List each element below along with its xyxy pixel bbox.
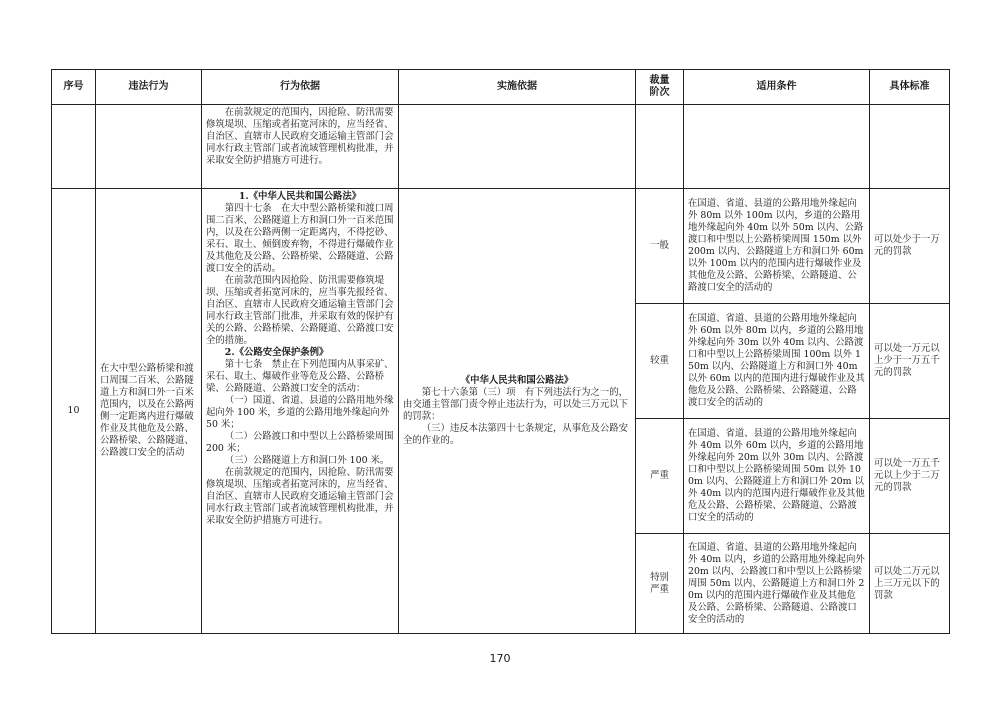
basis-law2-article: 第十七条 禁止在下列范围内从事采矿、采石、取土、爆破作业等危及公路、公路桥梁、公路隧道、公路渡口安全的活动： <box>206 359 394 394</box>
header-basis: 行为依据 <box>202 70 399 105</box>
cell-condition: 在国道、省道、县道的公路用地外缘起向外 80m 以外 100m 以内，乡道的公路用地外缘起向外 40m 以外 50m 以内、公路渡口和中型以上公路桥梁周围 150m 以外 200m 以内、公路隧道上方和洞口外 60m 以外 100m 以内的范围内进行爆破作业及其他危及公路、公路桥梁、公路隧道、公路渡口安全的活动的 <box>684 189 870 304</box>
basis-law2-item3: （三）公路隧道上方和洞口外 100 米。 <box>224 455 390 466</box>
cell-condition: 在国道、省道、县道的公路用地外缘起向外 40m 以内，乡道的公路用地外缘起向外 20m 以内、公路渡口和中型以上公路桥梁周围 50m 以内、公路隧道上方和洞口外 20m 以内的范围内进行爆破作业及其他危及公路、公路桥梁、公路隧道、公路渡口安全的活动的 <box>684 534 870 634</box>
cell-empty <box>399 105 636 189</box>
basis-law2-paragraph: 在前款规定的范围内，因抢险、防汛需要修筑堤坝、压缩或者拓宽河床的，应当经省、自治区、直辖市人民政府交通运输主管部门会同水行政主管部门或者流域管理机构批准，并采取安全防护措施方可进行。 <box>206 467 394 526</box>
cell-condition: 在国道、省道、县道的公路用地外缘起向外 40m 以外 60m 以内，乡道的公路用地外缘起向外 20m 以外 30m 以内、公路渡口和中型以上公路桥梁周围 50m 以外 100m 以内、公路隧道上方和洞口外 20m 以外 40m 以内的范围内进行爆破作业及其他危及公路、公路桥梁、公路隧道、公路渡口安全的活动的 <box>684 419 870 534</box>
implement-title: 《中华人民共和国公路法》 <box>460 375 574 386</box>
basis-law1-article: 第四十七条 在大中型公路桥梁和渡口周围二百米、公路隧道上方和洞口外一百米范围内，以及在公路两侧一定距离内，不得挖砂、采石、取土、倾倒废弃物，不得进行爆破作业及其他危及公路、公路桥梁、公路隧道、公路渡口安全的活动。 <box>206 203 394 274</box>
header-level: 裁量 阶次 <box>636 70 684 105</box>
table-row <box>52 189 950 304</box>
header-standard: 具体标准 <box>870 70 950 105</box>
cell-empty <box>636 105 684 189</box>
header-implement: 实施依据 <box>399 70 636 105</box>
cell-empty <box>52 105 96 189</box>
cell-basis-continued <box>202 105 399 189</box>
header-no: 序号 <box>52 70 96 105</box>
cell-standard: 可以处二万元以上三万元以下的罚款 <box>870 534 950 634</box>
table-header-row <box>52 70 950 105</box>
cell-violation: 在大中型公路桥梁和渡口周围二百米、公路隧道上方和洞口外一百米范围内，以及在公路两侧一定距离内进行爆破作业及其他危及公路、公路桥梁、公路隧道、公路渡口安全的活动 <box>96 189 202 634</box>
basis-law1-paragraph: 在前款范围内因抢险、防汛需要修筑堤坝、压缩或者拓宽河床的，应当事先报经省、自治区、直辖市人民政府交通运输主管部门会同水行政主管部门批准，并采取有效的保护有关的公路、公路桥梁、公路隧道、公路渡口安全的措施。 <box>206 275 394 346</box>
basis-law2-item2: （二）公路渡口和中型以上公路桥梁周围 200 米； <box>206 431 394 454</box>
basis-continued-text: 在前款规定的范围内，因抢险、防汛需要修筑堤坝、压缩或者拓宽河床的，应当经省、自治区、直辖市人民政府交通运输主管部门会同水行政主管部门或者流域管理机构批准，并采取安全防护措施方可进行。 <box>206 107 394 166</box>
basis-law2-title: 2.《公路安全保护条例》 <box>224 347 329 358</box>
cell-empty <box>96 105 202 189</box>
cell-empty <box>870 105 950 189</box>
header-violation: 违法行为 <box>96 70 202 105</box>
cell-level: 一般 <box>636 189 684 304</box>
cell-basis <box>202 189 399 634</box>
cell-level: 严重 <box>636 419 684 534</box>
cell-condition: 在国道、省道、县道的公路用地外缘起向外 60m 以外 80m 以内，乡道的公路用地外缘起向外 30m 以外 40m 以内、公路渡口和中型以上公路桥梁周围 100m 以外 150m 以内、公路隧道上方和洞口外 40m 以外 60m 以内的范围内进行爆破作业及其他危及公路、公路桥梁、公路隧道、公路渡口安全的活动的 <box>684 304 870 419</box>
table-row <box>52 105 950 189</box>
cell-empty <box>684 105 870 189</box>
basis-law2-item1: （一）国道、省道、县道的公路用地外缘起向外 100 米，乡道的公路用地外缘起向外 50 米； <box>206 395 394 430</box>
cell-row-number: 10 <box>52 189 96 634</box>
header-condition: 适用条件 <box>684 70 870 105</box>
basis-law1-title: 1.《中华人民共和国公路法》 <box>238 191 362 202</box>
cell-level: 特别 严重 <box>636 534 684 634</box>
cell-standard: 可以处一万五千元以上少于二万元的罚款 <box>870 419 950 534</box>
cell-implement <box>399 189 636 634</box>
cell-level: 较重 <box>636 304 684 419</box>
cell-standard: 可以处一万元以上少于一万五千元的罚款 <box>870 304 950 419</box>
implement-article: 第七十六条第（三）项 有下列违法行为之一的，由交通主管部门责令停止违法行为，可以处三万元以下的罚款： <box>403 387 629 422</box>
page-number: 170 <box>489 652 511 665</box>
penalty-table <box>51 69 950 634</box>
implement-item: （三）违反本法第四十七条规定，从事危及公路安全的作业的。 <box>403 423 629 446</box>
cell-standard: 可以处少于一万元的罚款 <box>870 189 950 304</box>
